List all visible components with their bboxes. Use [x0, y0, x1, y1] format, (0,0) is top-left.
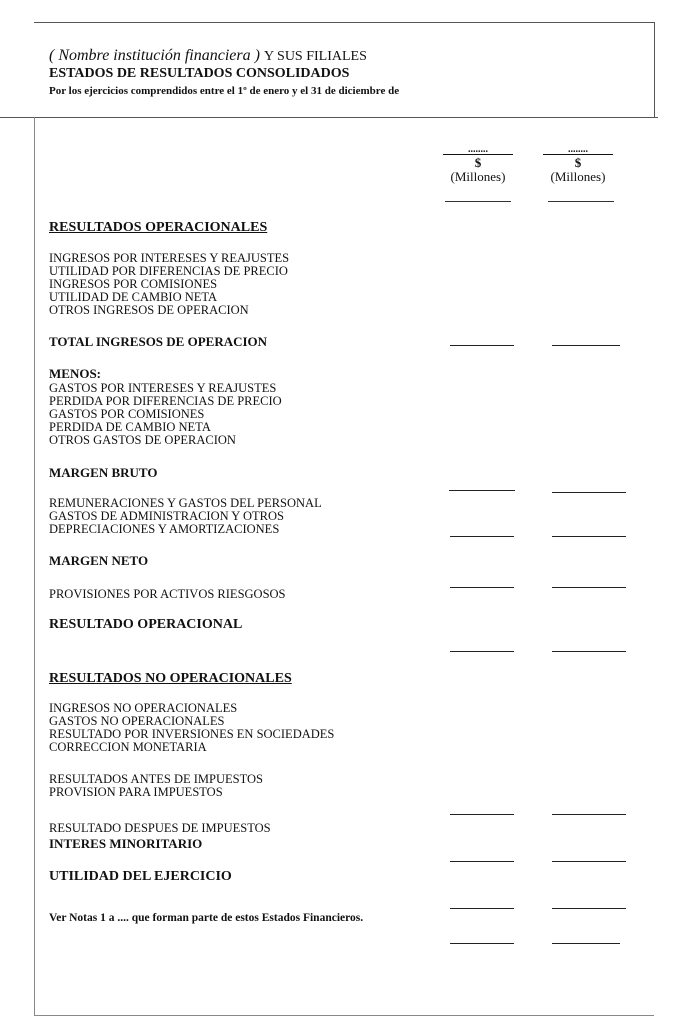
list-item: GASTOS NO OPERACIONALES: [49, 714, 225, 728]
personal-rule-1: [450, 536, 514, 537]
column-1-currency: $: [443, 154, 513, 170]
column-2-currency: $: [543, 154, 613, 170]
frame-left-line: [34, 117, 35, 1015]
list-item: UTILIDAD POR DIFERENCIAS DE PRECIO: [49, 264, 288, 278]
provisiones-label: PROVISIONES POR ACTIVOS RIESGOSOS: [49, 587, 286, 601]
column-2-dots: ........: [568, 144, 588, 155]
list-item: GASTOS POR INTERESES Y REAJUSTES: [49, 381, 277, 395]
column-1-unit: (Millones): [450, 169, 506, 184]
antes-impuestos-label: RESULTADOS ANTES DE IMPUESTOS: [49, 772, 263, 786]
frame-top-line: [34, 22, 654, 23]
margen-bruto-rule-1: [449, 490, 515, 491]
list-item: GASTOS DE ADMINISTRACION Y OTROS: [49, 509, 284, 523]
list-item: PERDIDA POR DIFERENCIAS DE PRECIO: [49, 394, 282, 408]
utilidad-rule-1: [450, 943, 514, 944]
no-op-rule-1: [450, 814, 514, 815]
statement-period: Por los ejercicios comprendidos entre el 1º de enero y el 31 de diciembre de: [49, 85, 400, 97]
margen-neto-rule-1: [450, 587, 514, 588]
column-header-1: [443, 146, 513, 184]
institution-suffix: Y SUS FILIALES: [263, 49, 367, 64]
utilidad-rule-2: [552, 943, 620, 944]
list-item: INGRESOS NO OPERACIONALES: [49, 701, 238, 715]
list-item: INGRESOS POR INTERESES Y REAJUSTES: [49, 251, 290, 265]
resultado-operacional-label: RESULTADO OPERACIONAL: [49, 617, 243, 632]
footer-note: Ver Notas 1 a .... que forman parte de estos Estados Financieros.: [49, 912, 364, 924]
list-item: PERDIDA DE CAMBIO NETA: [49, 420, 211, 434]
personal-rule-2: [552, 536, 626, 537]
header-divider: [0, 117, 658, 118]
column-2-header-rule: [548, 201, 614, 202]
provisiones-rule-2: [552, 651, 626, 652]
column-1-dots: ........: [468, 144, 488, 155]
column-header-2: [543, 146, 613, 184]
institution-line: [49, 47, 367, 65]
column-1-header-rule: [445, 201, 511, 202]
provision-impuestos-label: PROVISION PARA IMPUESTOS: [49, 785, 223, 799]
list-item: OTROS INGRESOS DE OPERACION: [49, 303, 249, 317]
total-ingresos-rule-1: [450, 345, 514, 346]
margen-bruto-label: MARGEN BRUTO: [49, 465, 158, 480]
list-item: UTILIDAD DE CAMBIO NETA: [49, 290, 218, 304]
menos-label: MENOS:: [49, 366, 101, 381]
list-item: CORRECCION MONETARIA: [49, 740, 207, 754]
frame-bottom-line: [34, 1015, 654, 1016]
frame-right-line: [654, 22, 655, 117]
provisiones-rule-1: [450, 651, 514, 652]
column-2-unit: (Millones): [550, 169, 606, 184]
impuestos-rule-1: [450, 861, 514, 862]
utilidad-ejercicio-label: UTILIDAD DEL EJERCICIO: [49, 869, 232, 884]
minoritario-rule-1: [450, 908, 514, 909]
list-item: INGRESOS POR COMISIONES: [49, 277, 218, 291]
minoritario-rule-2: [552, 908, 626, 909]
interes-minoritario-label: INTERES MINORITARIO: [49, 836, 203, 851]
list-item: GASTOS POR COMISIONES: [49, 407, 205, 421]
statement-title: ESTADOS DE RESULTADOS CONSOLIDADOS: [49, 66, 350, 81]
despues-impuestos-label: RESULTADO DESPUES DE IMPUESTOS: [49, 821, 271, 835]
margen-bruto-rule-2: [552, 492, 626, 493]
list-item: OTROS GASTOS DE OPERACION: [49, 433, 236, 447]
margen-neto-rule-2: [552, 587, 626, 588]
section-resultados-operacionales: RESULTADOS OPERACIONALES: [49, 220, 268, 235]
total-ingresos-rule-2: [552, 345, 620, 346]
list-item: RESULTADO POR INVERSIONES EN SOCIEDADES: [49, 727, 335, 741]
impuestos-rule-2: [552, 861, 626, 862]
section-resultados-no-operacionales: RESULTADOS NO OPERACIONALES: [49, 671, 292, 686]
total-ingresos-label: TOTAL INGRESOS DE OPERACION: [49, 334, 268, 349]
institution-name: ( Nombre institución financiera ): [49, 47, 260, 64]
no-op-rule-2: [552, 814, 626, 815]
margen-neto-label: MARGEN NETO: [49, 553, 149, 568]
list-item: DEPRECIACIONES Y AMORTIZACIONES: [49, 522, 280, 536]
list-item: REMUNERACIONES Y GASTOS DEL PERSONAL: [49, 496, 322, 510]
